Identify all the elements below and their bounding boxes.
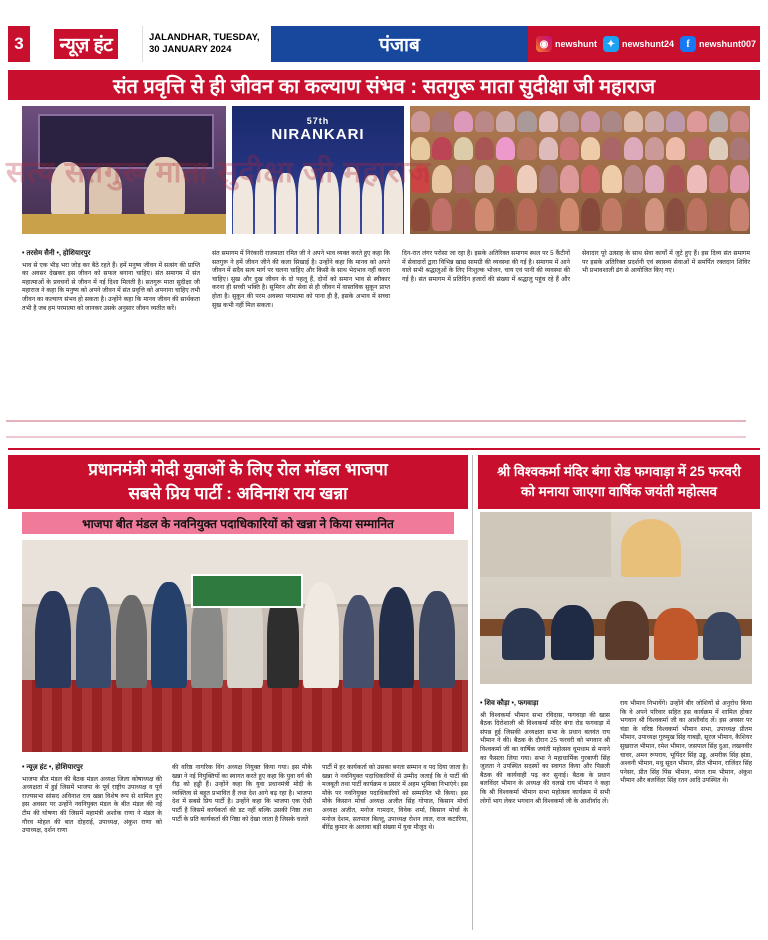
story3-body-2: राय भीमान निभायेंगे। उन्होंने बीर जोशियों से अनुरोध किया कि वे अपने परिवार सहित इस कार्यक्रम में शामिल होकर भगवान श्री विश्वकर्मा जी का आशीर्वाद लें। इस अवसर पर चंडा के वरिष्ठ विश्वकर्मा भीमान सभा, उपाध्यक्ष प्रीतम भीमान, उपाध्यक्ष गुरुमुख सिंह गाबड़ी, सूरज भीमान, कैशियर सुखराज भीमान, रमेश भीमान, जसपाल सिंह दुआ, लखनवीर चावर, अमन रूपराय, भूपिंदर सिंह उड्डू, अमरीक सिंह झंडा, अश्वनी भीमान, मधु सूदन भीमान, प्रीत भीमान, राजिंदर सिंह पनेसर, प्रीत सिंह पिंस भीमान, मंगत राम भीमान, अंकुश भीमान और बलविंदर सिंह रतन आदि उपस्थित थे। [620,700,753,785]
masthead [8,26,760,62]
twitter-handle: newshunt24 [622,39,675,49]
story3-headline-line1: श्री विश्वकर्मा मंदिर बंगा रोड फगवाड़ा में 25 फरवरी [497,464,741,479]
lead-body-3: दिन-रात लंगर परोसा जा रहा है। इसके अतिरिक्त समागम स्थल पर 5 कैंटीनों में सेवादारों द्वारा विभिन्न खाद्य सामग्री की व्यवस्था की गई है। समागम में आने वाले सभी श्रद्धालुओं के लिए निःशुल्क भोजन, चाय एवं पानी की व्यवस्था की गई है। संत समागम में प्रतिदिन हजारों की संख्या में श्रद्धालु पहुंच रहे हैं और सेवादार पूरे उत्साह के साथ सेवा कार्यों में जुटे हुए हैं। इस दिव्य संत समागम पर इसके अतिरिक्त प्रदर्शनी एवं स्वास्थ्य सेवाओं में समर्पित रक्तदान शिविर भी प्रभावशाली ढंग से आयोजित किए गए। [402,250,750,283]
story2-byline: • न्यूज़ हंट • [22,764,52,771]
facebook-icon: f [680,36,696,52]
lead-column-2 [212,250,390,440]
date-line-2: 30 JANUARY 2024 [149,44,232,55]
story3-headline-line2: को मनाया जाएगा वार्षिक जयंती महोत्सव [520,484,718,499]
story2-body-2: की वरिष्ठ नागरिक विंग अध्यक्ष नियुक्त किया गया। इस मौके खन्ना ने नई नियुक्तियों का स्वागत करते हुए कहा कि युवा वर्ग की रीढ़ को हड्डी हैं। उन्होंने कहा कि युवा प्रधानमंत्री मोदी के व्यक्तित्व से बहुत प्रभावित हैं तथा देश आगे बढ़ रहा है। भाजपा देश में सबसे प्रिय पार्टी है। उन्होंने कहा कि भाजपा एक ऐसी पार्टी है जिसमें कार्यकर्ता की डट नहीं बल्कि उसकी निष्ठा तथा पार्टी के प्रति कार्यकर्ता की निष्ठा को देखा जाता है जिसके चलते [172,764,312,823]
story2-column-1: • न्यूज़ हंट •, होशियारपुर भाजपा बीत मंडल की बैठक मंडल अध्यक्ष जिला कोषाध्यक्ष की अध्यक्षता में हुई जिसमें भाजपा के पूर्व राष्ट्रीय उपाध्यक्ष व पूर्व राज्यसभा सांसद अविनाश राय खन्ना विशेष रूप से शामिल हुए इस अवसर पर उन्होंने नवनियुक्त मंडल के बीत मंडल की नई टीम की घोषणा की जिसमें महामंत्री अशोक राणा ने मंडल के गौरव मोहल की बात दोहराई, उपाध्यक्ष, अंकुश राणा को उपाध्यक्ष, दर्शन राणा [22,764,162,835]
story2-photo [22,540,468,752]
banner-title: NIRANKARI [271,126,365,144]
banner-year: 57th [306,116,330,127]
social-twitter[interactable] [603,36,674,52]
story3-column-2 [620,700,752,928]
story3-body-1: श्री विश्वकर्मा भीमान सभा रविदास, फगवाड़ा की खास बैठक दिरोशाली श्री विश्वकर्मा मंदिर बंगा रोड फगवाड़ा में संपन्न हुई जिसकी अध्यक्षता सभा के प्रधान बलवंत राय भीमान ने की। बैठक के दौरान 25 फरवरी को भगवान श्री विश्वकर्मा जी का वार्षिक जयंती महोत्सव धूमधाम से मनाने का फैसला लिया गया। सभा ने महाधार्मिक गुरबाणी सिंह जुलता ने उपस्थित सदस्यों का स्वागत किया और पिछली बैठक की कार्यवाही पढ़ कर सुनाई। बैठक के प्रधान बलविंदर भीमान के अध्यक्ष की वलखे राय भीमान ने कहा कि श्री विश्वकर्मा भीमान सभा महोत्सव कार्यक्रम में सभी लोगों भाग लेकर भगवान श्री विश्वकर्मा जी के आशीर्वाद लें। [480,711,610,805]
story2-column-2 [172,764,312,929]
lead-column-3 [402,250,750,440]
story2-body-1: भाजपा बीत मंडल की बैठक मंडल अध्यक्ष जिला कोषाध्यक्ष की अध्यक्षता में हुई जिसमें भाजपा के पूर्व राष्ट्रीय उपाध्यक्ष व पूर्व राज्यसभा सांसद अविनाश राय खन्ना विशेष रूप से शामिल हुए इस अवसर पर उन्होंने नवनियुक्त मंडल के बीत मंडल की नई टीम की घोषणा की जिसमें महामंत्री अशोक राणा ने मंडल के गौरव मोहल की बात दोहराई, उपाध्यक्ष, अंकुश राणा को उपाध्यक्ष, दर्शन राणा [22,775,162,835]
social-links [528,26,760,62]
lead-headline: संत प्रवृत्ति से ही जीवन का कल्याण संभव : सतगुरू माता सुदीक्षा जी महाराज [8,70,760,100]
twitter-icon: ✦ [603,36,619,52]
social-instagram[interactable] [536,36,597,52]
lead-photo-crowd [410,106,750,234]
lead-body-2: संत समागम में निरंकारी राजमाता रमित जी ने अपने भाव व्यक्त करते हुए कहा कि सतगुरू ने हमें जीवन जीने की कला सिखाई है। उन्होंने कहा कि मानव को अपने जीवन में सदैव सत्य मार्ग पर चलना चाहिए और किसी के साथ भेदभाव नहीं करना चाहिए। सुख और दुख जीवन के दो पहलू हैं, दोनों को समान भाव से स्वीकार करना ही सच्ची भक्ति है। सुमिरन और सेवा से ही जीवन में वास्तविक सुकून प्राप्त होता है। सुकून की परम अवस्था परमात्मा को पाना ही है, इसके अभाव में सच्चा सुख कभी नहीं मिल सकता। [212,250,390,309]
lead-photo-banner [232,106,404,234]
lead-column-1: • तरसेम सैनी •, होशियारपुर भाव से एक भीड़ भरा जोड़ कर बैठे रहते हैं। हमें मनुष्य जीवन में सत्संग की प्राप्ति का अवसर देखकर इस जीवन को सफल बनाना चाहिए। संत समागम में संत महात्माओं के प्रवचनों से जीवन में नई दिशा मिलती है। सतगुरू माता सुदीक्षा जी महाराज ने कहा कि मनुष्य को अपने जीवन में संत प्रवृत्ति को अपनाना चाहिए तभी जीवन का कल्याण संभव हो सकता है। उन्होंने कहा कि मानव जीवन की सार्थकता तभी है जब हम परमात्मा को जानकर उसके अनुसार जीवन व्यतीत करें। [22,250,200,312]
social-facebook[interactable] [680,36,756,52]
story2-column-3 [322,764,468,929]
logo-text: न्यूज़ हंट [54,29,119,59]
instagram-handle: newshunt [555,39,597,49]
story3-dateline: फगवाड़ा [517,700,539,707]
lead-body-1: भाव से एक भीड़ भरा जोड़ कर बैठे रहते हैं। हमें मनुष्य जीवन में सत्संग की प्राप्ति का अवसर देखकर इस जीवन को सफल बनाना चाहिए। संत समागम में संत महात्माओं के प्रवचनों से जीवन में नई दिशा मिलती है। सतगुरू माता सुदीक्षा जी महाराज ने कहा कि मनुष्य को अपने जीवन में संत प्रवृत्ति को अपनाना चाहिए तभी जीवन का कल्याण संभव हो सकता है। उन्होंने कहा कि मानव जीवन की सार्थकता तभी है जब हम परमात्मा को जानकर उसके अनुसार जीवन व्यतीत करें। [22,261,200,312]
lead-photo-stage [22,106,226,234]
story2-headline-line2: सबसे प्रिय पार्टी : अविनाश राय खन्ना [128,484,348,503]
story2-headline-line1: प्रधानमंत्री मोदी युवाओं के लिए रोल मॉडल भाजपा [88,460,388,479]
edition-name: पंजाब [271,26,528,62]
story2-subhead: भाजपा बीत मंडल के नवनियुक्त पदाधिकारियों को खन्ना ने किया सम्मानित [22,512,454,534]
page-number: 3 [8,26,30,62]
instagram-icon: ◉ [536,36,552,52]
date-line-1: JALANDHAR, TUESDAY, [149,32,260,43]
publication-logo [30,26,143,62]
story3-byline: • शिव कौड़ा • [480,700,514,707]
story3-column-1: • शिव कौड़ा •, फगवाड़ा श्री विश्वकर्मा भीमान सभा रविदास, फगवाड़ा की खास बैठक दिरोशाली श्री विश्वकर्मा मंदिर बंगा रोड फगवाड़ा में संपन्न हुई जिसकी अध्यक्षता सभा के प्रधान बलवंत राय भीमान ने की। बैठक के दौरान 25 फरवरी को भगवान श्री विश्वकर्मा जी का वार्षिक जयंती महोत्सव धूमधाम से मनाने का फैसला लिया गया। सभा ने महाधार्मिक गुरबाणी सिंह जुलता ने उपस्थित सदस्यों का स्वागत किया और पिछली बैठक की कार्यवाही पढ़ कर सुनाई। बैठक के प्रधान बलविंदर भीमान के अध्यक्ष की वलखे राय भीमान ने कहा कि श्री विश्वकर्मा भीमान सभा महोत्सव कार्यक्रम में सभी लोगों भाग लेकर भगवान श्री विश्वकर्मा जी के आशीर्वाद लें। [480,700,610,805]
story2-headline [8,455,468,509]
lead-dateline: होशियारपुर [62,250,91,257]
story2-body-3: पार्टी में हर कार्यकर्ता को उसका बनता सम्मान व पद दिया जाता है। खन्ना ने नवनियुक्त पदाधिकारियों से उम्मीद जताई कि वे पार्टी की मजबूती तथा पार्टी कार्यक्रम व प्रसार में अहम भूमिका निभाएंगे। इस मौके पर नवनियुक्त पदाधिकारियों को सम्मानित भी किया। इस मौके किसान मोर्चा अध्यक्ष अजीत सिंह गोपाल, किसान मोर्चा अध्यक्ष अजीत, मनोज गामदार, विवेक शर्मा, किसान मोर्चा के मनोज देशम, सतपाल बिल्लू, उपाध्यक्ष रोशन लाल, राज कटारिया, बीरेंद्र कुमार के अलावा बड़ी संख्या में युवा मौजूद थे। [322,764,468,832]
watermark-text: सत्य सतगुरू माता सुदीक्षा जी महाराज [6,156,432,189]
facebook-handle: newshunt007 [699,39,757,49]
story2-dateline: होशियारपुर [55,764,83,771]
lead-byline: • तरसेम सैनी • [22,250,59,257]
story3-headline [478,455,760,509]
story3-photo [480,512,752,684]
date-block [143,26,271,62]
